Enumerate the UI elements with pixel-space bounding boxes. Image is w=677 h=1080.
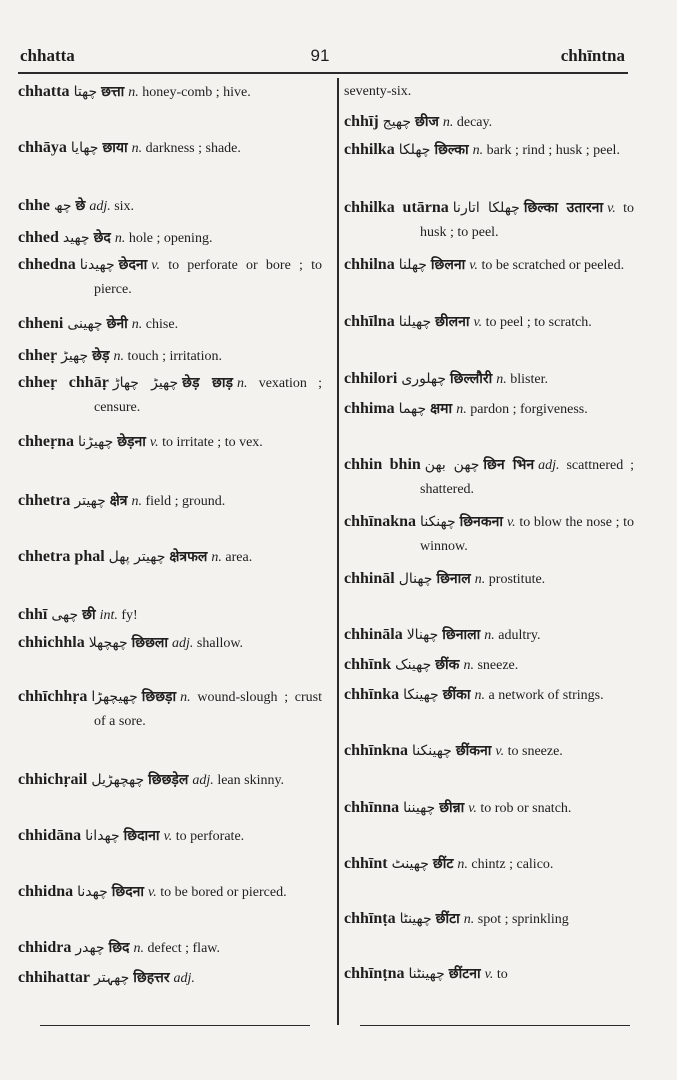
urdu-word: چھلکا (398, 142, 431, 158)
headword: chhetra (18, 492, 71, 509)
urdu-word: چھیچھڑا (91, 689, 138, 705)
entry-0 (18, 80, 322, 136)
urdu-word: چھدانا (85, 828, 120, 844)
headword: chhīlna (344, 313, 395, 330)
hindi-word: छेनी (106, 316, 128, 332)
entry-13 (344, 683, 634, 739)
headword: chheṛ (18, 347, 58, 364)
entry-17 (344, 907, 634, 962)
hindi-word: छिछड़ेल (148, 772, 189, 788)
hindi-word: छींटा (435, 911, 460, 927)
headword: chhima (344, 400, 395, 417)
part-of-speech: n. (474, 688, 486, 703)
part-of-speech: adj. (172, 636, 194, 651)
headword: chhichṛail (18, 771, 88, 788)
urdu-word: چھینی (67, 316, 103, 332)
hindi-word: क्षेत्र (109, 493, 128, 509)
definition: to (496, 967, 508, 982)
hindi-word: छिल्का (434, 142, 469, 158)
entry-2 (344, 138, 634, 196)
hindi-word: छींट (432, 856, 454, 872)
part-of-speech: n. (211, 550, 222, 565)
headword: chhilori (344, 370, 398, 387)
headword: chhināla (344, 626, 403, 643)
urdu-word: چھما (398, 401, 427, 417)
hindi-word: छेदना (118, 257, 148, 273)
definition: lean skinny. (217, 773, 285, 788)
entry-18 (18, 966, 322, 994)
urdu-word: چھیتر (74, 493, 106, 509)
definition: to be bored or pierced. (160, 885, 287, 900)
definition: defect ; flaw. (147, 941, 220, 956)
part-of-speech: adj. (192, 773, 214, 788)
definition: bark ; rind ; husk ; peel. (486, 143, 620, 158)
part-of-speech: n. (463, 658, 474, 673)
part-of-speech: n. (496, 372, 507, 387)
hindi-word: छिनकना (459, 514, 503, 530)
page-number: 91 (310, 46, 330, 65)
headword: chhīnṭa (344, 910, 396, 927)
part-of-speech: v. (151, 258, 160, 273)
footer-rule-right (360, 1025, 630, 1026)
entry-1 (18, 136, 322, 194)
definition: to rob or snatch. (480, 801, 572, 816)
hindi-word: छिछड़ा (141, 689, 177, 705)
urdu-word: چھیج (382, 114, 412, 130)
entry-16 (344, 852, 634, 907)
urdu-word: چھتا (73, 84, 98, 100)
urdu-word: چھینٹنا (408, 966, 445, 982)
hindi-word: छी (82, 607, 96, 623)
entry-6 (344, 367, 634, 397)
urdu-word: چھہتر (94, 970, 130, 986)
entry-5 (344, 310, 634, 367)
entry-5 (18, 312, 322, 344)
headword: chhidna (18, 883, 74, 900)
part-of-speech: adj. (89, 199, 111, 214)
definition: touch ; irritation. (127, 349, 222, 364)
hindi-word: छिदना (111, 884, 145, 900)
urdu-word: چھینٹا (399, 911, 432, 927)
part-of-speech: n. (131, 317, 143, 332)
urdu-word: چھدنا (77, 884, 108, 900)
headword: chhed (18, 229, 59, 246)
part-of-speech: n. (474, 572, 486, 587)
entry-14 (344, 739, 634, 796)
part-of-speech: adj. (173, 971, 195, 986)
urdu-word: چھدر (75, 940, 105, 956)
entry-8 (344, 453, 634, 510)
hindi-word: छिन भिन (483, 457, 535, 473)
definition: area. (225, 550, 253, 565)
part-of-speech: v. (484, 967, 494, 982)
urdu-word: چھ (54, 198, 72, 214)
part-of-speech: n. (472, 143, 484, 158)
entry-3 (18, 226, 322, 253)
part-of-speech: n. (180, 690, 191, 705)
definition: prostitute. (488, 572, 546, 587)
entry-2 (18, 194, 322, 226)
hindi-word: छीलना (435, 314, 470, 330)
entry-14 (18, 768, 322, 824)
part-of-speech: n. (133, 941, 144, 956)
definition: to irritate ; to vex. (162, 435, 263, 450)
entry-10 (344, 567, 634, 623)
definition: honey-comb ; hive. (142, 85, 251, 100)
definition: scattnered ; shattered. (420, 458, 634, 497)
entry-13 (18, 685, 322, 768)
part-of-speech: n. (128, 85, 139, 100)
entry-3 (344, 196, 634, 253)
hindi-word: छिछला (131, 635, 169, 651)
column-divider (337, 78, 339, 1025)
urdu-word: چھلکا اتارنا (452, 200, 520, 216)
definition: six. (114, 199, 135, 214)
urdu-word: چھایا (70, 140, 99, 156)
entry-15 (18, 824, 322, 880)
definition: vexation ; censure. (94, 376, 323, 415)
hindi-word: छीज (415, 114, 439, 130)
urdu-word: چھیننا (403, 800, 436, 816)
hindi-word: छाया (102, 140, 128, 156)
hindi-word: छींकना (455, 743, 492, 759)
urdu-word: چھلوری (401, 371, 447, 387)
urdu-word: چھینکا (403, 687, 439, 703)
headword: chhīnka (344, 686, 400, 703)
definition: chise. (145, 317, 179, 332)
running-head-left: chhatta (20, 46, 75, 65)
entry-11 (18, 603, 322, 631)
definition: spot ; sprinkling (477, 912, 569, 927)
definition: a network of strings. (488, 688, 604, 703)
entry-18 (344, 962, 634, 990)
hindi-word: छिल्का उतारना (523, 200, 604, 216)
part-of-speech: adj. (538, 458, 560, 473)
definition: chintz ; calico. (471, 857, 554, 872)
entry-15 (344, 796, 634, 852)
urdu-word: چھیتر پھل (108, 549, 166, 565)
hindi-word: छेड़ (92, 348, 110, 364)
urdu-word: چھچھڑیل (91, 772, 145, 788)
definition: darkness ; shade. (145, 141, 241, 156)
headword: chhī (18, 606, 48, 623)
headword: chhīnakna (344, 513, 417, 530)
entry-9 (18, 489, 322, 545)
urdu-word: چھیدنا (79, 257, 115, 273)
headword: chheṛ chhāṛ (18, 374, 109, 391)
entry-11 (344, 623, 634, 653)
hindi-word: क्षेत्रफल (169, 549, 208, 565)
entry-7 (344, 397, 634, 453)
hindi-word: छींका (442, 687, 471, 703)
urdu-word: چھینٹ (391, 856, 429, 872)
part-of-speech: int. (99, 608, 118, 623)
definition: wound-slough ; crust of a sore. (94, 690, 323, 729)
part-of-speech: v. (469, 258, 478, 273)
definition: pardon ; forgiveness. (470, 402, 588, 417)
definition: to husk ; to peel. (420, 201, 635, 240)
headword: chhīnṭna (344, 965, 405, 982)
headword: chhīnkna (344, 742, 409, 759)
hindi-word: छेद (93, 230, 111, 246)
entry-9 (344, 510, 634, 567)
headword: chhilka utārna (344, 199, 449, 216)
headword: chhilka (344, 141, 395, 158)
hindi-word: छिलना (430, 257, 466, 273)
hindi-word: छिहत्तर (133, 970, 170, 986)
headword: chheṛna (18, 433, 74, 450)
headword: chhin bhin (344, 456, 421, 473)
definition: to blow the nose ; to winnow. (420, 515, 635, 554)
hindi-word: छेड़ना (117, 434, 146, 450)
headword: chhāya (18, 139, 67, 156)
entry-4 (18, 253, 322, 312)
definition: to be scratched or peeled. (481, 258, 625, 273)
urdu-word: چھچھلا (88, 635, 128, 651)
right-column (344, 80, 634, 990)
definition: sneeze. (477, 658, 519, 673)
entry-17 (18, 936, 322, 966)
urdu-word: چھینک (395, 657, 432, 673)
entry-12 (18, 631, 322, 685)
part-of-speech: n. (484, 628, 495, 643)
entry-12 (344, 653, 634, 683)
part-of-speech: n. (442, 115, 454, 130)
definition: field ; ground. (145, 494, 226, 509)
headword: chhīnna (344, 799, 400, 816)
urdu-word: چھنال (398, 571, 433, 587)
headword: chhīnk (344, 656, 392, 673)
part-of-speech: n. (113, 349, 124, 364)
entry-6 (18, 344, 322, 371)
part-of-speech: n. (131, 141, 143, 156)
definition: seventy-six. (344, 84, 412, 99)
part-of-speech: v. (506, 515, 516, 530)
urdu-word: چھیلنا (398, 314, 432, 330)
urdu-word: چھیڑ (61, 348, 89, 364)
definition: to perforate or bore ; to pierce. (94, 258, 322, 297)
part-of-speech: v. (473, 315, 483, 330)
entry-continuation (344, 80, 634, 110)
urdu-word: چھیڑنا (78, 434, 114, 450)
headword: chhe (18, 197, 50, 214)
headword: chhidra (18, 939, 72, 956)
definition: to peel ; to scratch. (485, 315, 592, 330)
definition: shallow. (196, 636, 244, 651)
definition: adultry. (498, 628, 541, 643)
entry-10 (18, 545, 322, 603)
part-of-speech: v. (495, 744, 505, 759)
definition: to perforate. (175, 829, 245, 844)
hindi-word: छींक (435, 657, 460, 673)
entry-1 (344, 110, 634, 138)
urdu-word: چھنکنا (420, 514, 456, 530)
part-of-speech: v. (607, 201, 616, 216)
hindi-word: छिनाला (442, 627, 481, 643)
headword: chhināl (344, 570, 395, 587)
urdu-word: چھلنا (398, 257, 427, 273)
part-of-speech: v. (148, 885, 157, 900)
hindi-word: क्षमा (430, 401, 453, 417)
headword: chhīnt (344, 855, 388, 872)
headword: chhilna (344, 256, 395, 273)
footer-rule-left (40, 1025, 310, 1026)
headword: chhetra phal (18, 548, 105, 565)
definition: hole ; opening. (128, 231, 213, 246)
entry-8 (18, 430, 322, 489)
entry-16 (18, 880, 322, 936)
urdu-word: چھنالا (406, 627, 439, 643)
urdu-word: چھن بھن (424, 457, 480, 473)
urdu-word: چھیڑ چھاڑ (112, 375, 179, 391)
hindi-word: छे (75, 198, 86, 214)
running-head-right: chhīntna (560, 46, 625, 65)
part-of-speech: n. (237, 376, 248, 391)
urdu-word: چھی (51, 607, 79, 623)
part-of-speech: n. (131, 494, 142, 509)
hindi-word: छिनाल (436, 571, 471, 587)
definition: blister. (510, 372, 549, 387)
definition: decay. (456, 115, 493, 130)
headword: chhīj (344, 113, 379, 130)
definition: to sneeze. (507, 744, 563, 759)
left-column (18, 80, 322, 994)
headword: chhatta (18, 83, 70, 100)
hindi-word: छेड़ छाड़ (182, 375, 233, 391)
headword: chheni (18, 315, 64, 332)
hindi-word: छीन्ना (439, 800, 465, 816)
headword: chhidāna (18, 827, 82, 844)
entry-4 (344, 253, 634, 310)
definition: fy! (121, 608, 138, 623)
hindi-word: छिदाना (123, 828, 160, 844)
headword: chhichhla (18, 634, 85, 651)
urdu-word: چھید (62, 230, 90, 246)
part-of-speech: n. (456, 402, 467, 417)
hindi-word: छत्ता (101, 84, 125, 100)
urdu-word: چھینکنا (412, 743, 452, 759)
part-of-speech: n. (457, 857, 468, 872)
hindi-word: छींटना (448, 966, 481, 982)
headword: chhedna (18, 256, 76, 273)
part-of-speech: n. (114, 231, 126, 246)
entry-7 (18, 371, 322, 430)
part-of-speech: v. (149, 435, 159, 450)
headword: chhihattar (18, 969, 90, 986)
hindi-word: छिल्लौरी (450, 371, 493, 387)
header-rule (18, 72, 628, 74)
part-of-speech: v. (163, 829, 173, 844)
hindi-word: छिद (108, 940, 130, 956)
part-of-speech: v. (468, 801, 477, 816)
part-of-speech: n. (463, 912, 475, 927)
headword: chhīchhṛa (18, 688, 88, 705)
